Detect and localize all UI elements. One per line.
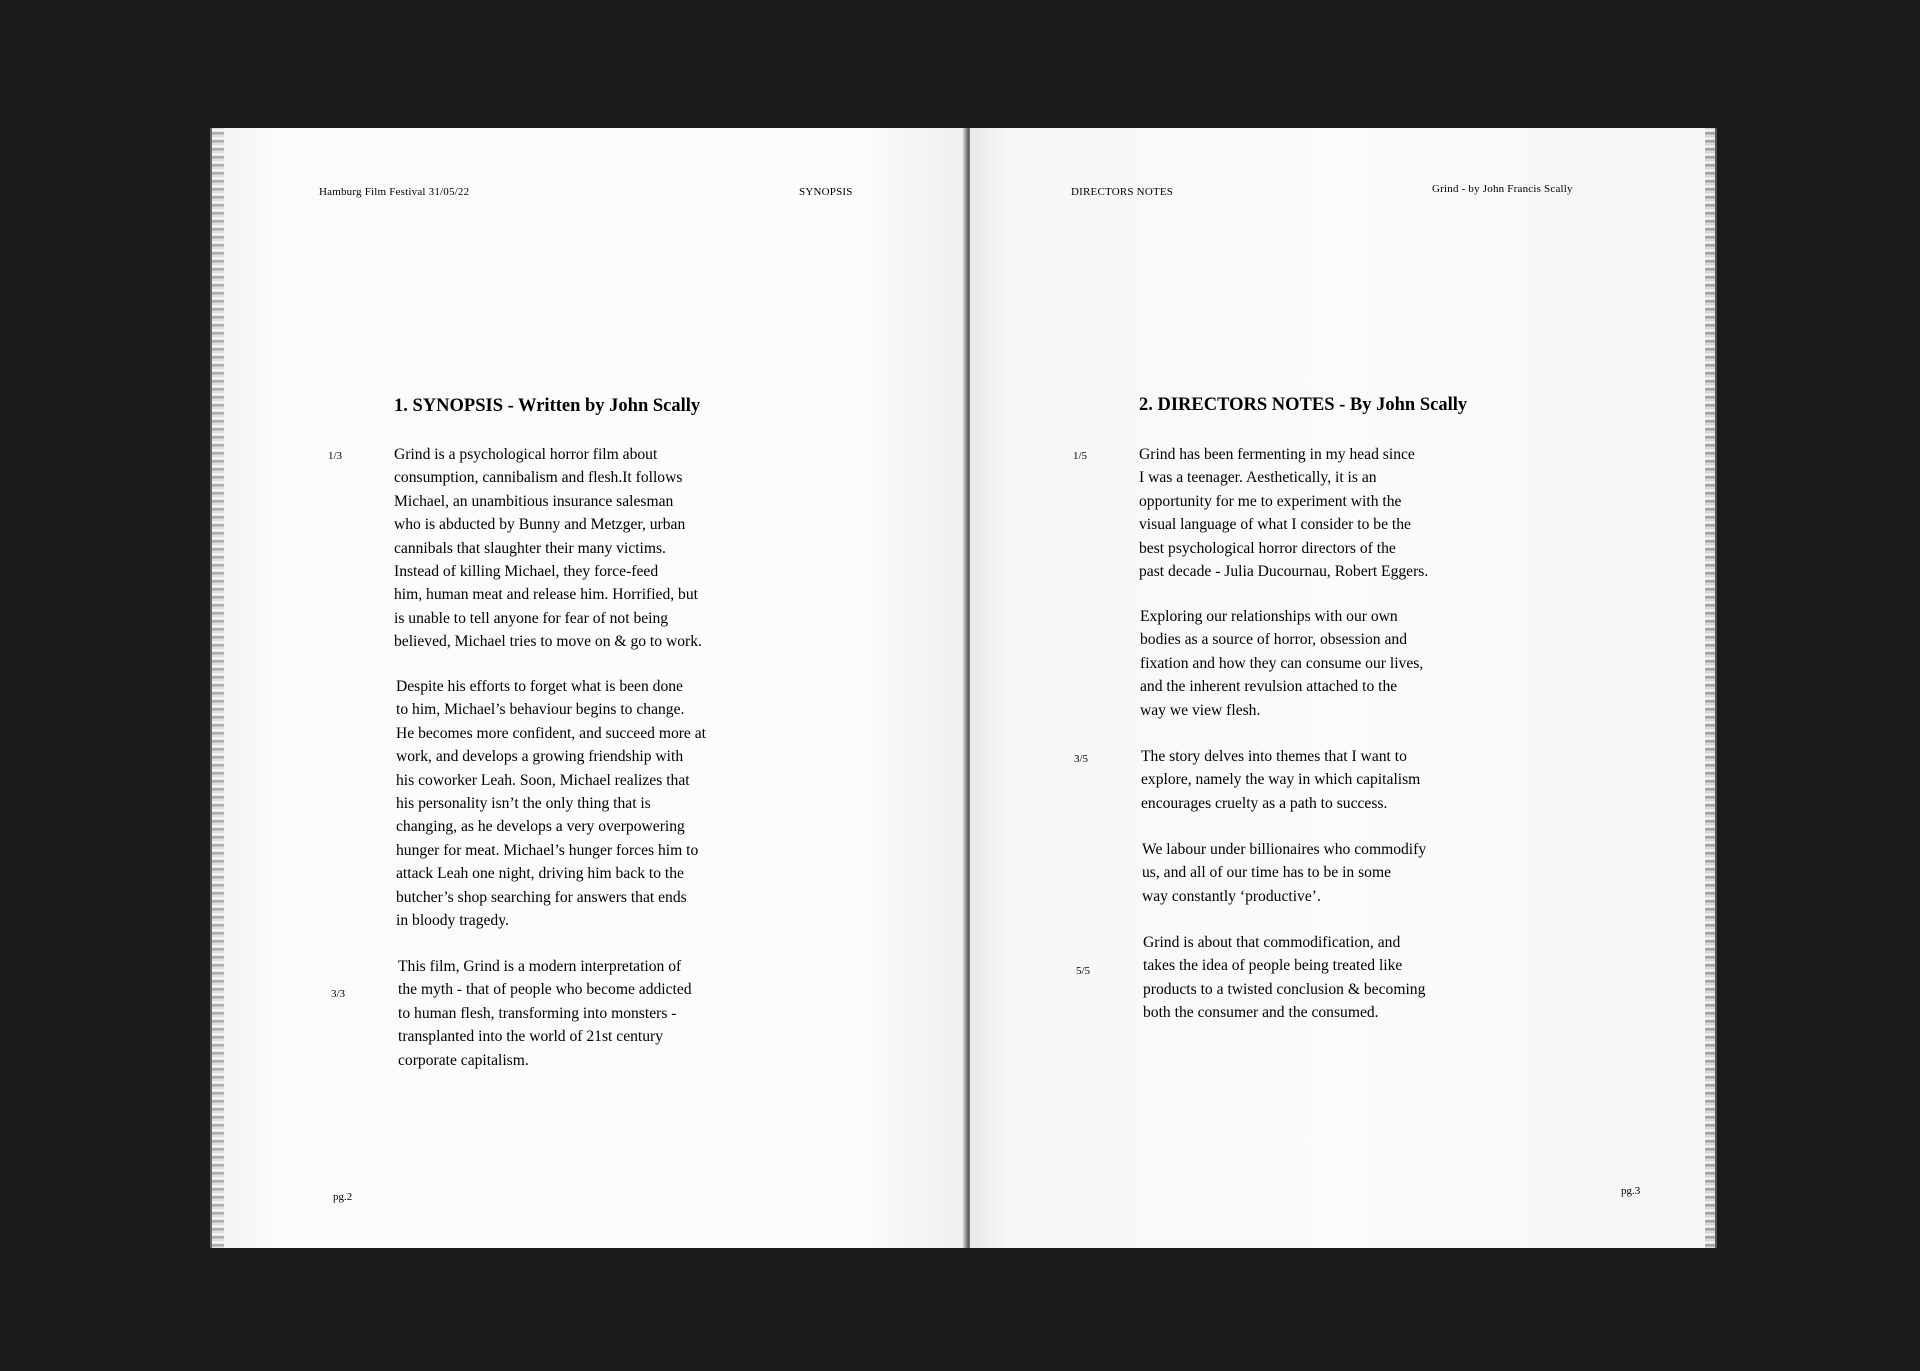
left-running-head-festival: Hamburg Film Festival 31/05/22 (319, 186, 470, 198)
right-marker-3: 5/5 (1076, 965, 1091, 977)
left-running-head-section: SYNOPSIS (799, 186, 853, 198)
notes-paragraph-2: Exploring our relationships with our own bodies as a source of horror, obsession and fixation and how they can consume our lives, and the inherent revulsion attached to the way we view flesh. (1140, 608, 1424, 719)
left-page-edge (210, 128, 224, 1248)
right-marker-2: 3/5 (1074, 753, 1089, 765)
left-marker-1: 1/3 (328, 450, 343, 462)
notes-paragraph-4: We labour under billionaires who commodify us, and all of our time has to be in some way constantly ‘productive’. (1142, 841, 1427, 905)
left-page-number: pg.2 (333, 1191, 353, 1203)
notes-paragraph-3: The story delves into themes that I want to explore, namely the way in which capitalism encourages cruelty as a path to success. (1141, 748, 1421, 812)
synopsis-paragraph-2: Despite his efforts to forget what is been done to him, Michael’s behaviour begins to change. He becomes more confident, and succeed more at work, and develops a growing friendship with his coworker Leah. Soon, Michael realizes that his personality isn’t the only thing that is changing, as he develops a very overpowering hunger for meat. Michael’s hunger forces him to attack Leah one night, driving him back to the butcher’s shop searching for answers that ends in bloody tragedy. (396, 678, 707, 930)
right-page-number: pg.3 (1621, 1185, 1641, 1197)
synopsis-paragraph-3: This film, Grind is a modern interpretation of the myth - that of people who become addicted to human flesh, transforming into monsters - transplanted into the world of 21st century corporate capitalism. (398, 958, 692, 1069)
synopsis-paragraph-1: Grind is a psychological horror film about consumption, cannibalism and flesh.It follows Michael, an unambitious insurance salesman who is abducted by Bunny and Metzger, urban cannibals that slaughter their many victims. Instead of killing Michael, they force-feed him, human meat and release him. Horrified, but is unable to tell anyone for fear of not being believed, Michael tries to move on & go to work. (394, 446, 702, 651)
right-marker-1: 1/5 (1073, 450, 1088, 462)
right-running-head-title: Grind - by John Francis Scally (1432, 183, 1573, 195)
right-running-head-section: DIRECTORS NOTES (1071, 186, 1174, 198)
notes-paragraph-1: Grind has been fermenting in my head since I was a teenager. Aesthetically, it is an opportunity for me to experiment with the visual language of what I consider to be the best psychological horror directors of the past decade - Julia Ducournau, Robert Eggers. (1139, 446, 1429, 581)
directors-notes-heading: 2. DIRECTORS NOTES - By John Scally (1139, 395, 1468, 415)
notes-paragraph-5: Grind is about that commodification, and takes the idea of people being treated like products to a twisted conclusion & becoming both the consumer and the consumed. (1143, 934, 1426, 1022)
synopsis-heading: 1. SYNOPSIS - Written by John Scally (394, 396, 701, 416)
right-page-edge (1705, 128, 1717, 1248)
left-marker-2: 3/3 (331, 988, 346, 1000)
